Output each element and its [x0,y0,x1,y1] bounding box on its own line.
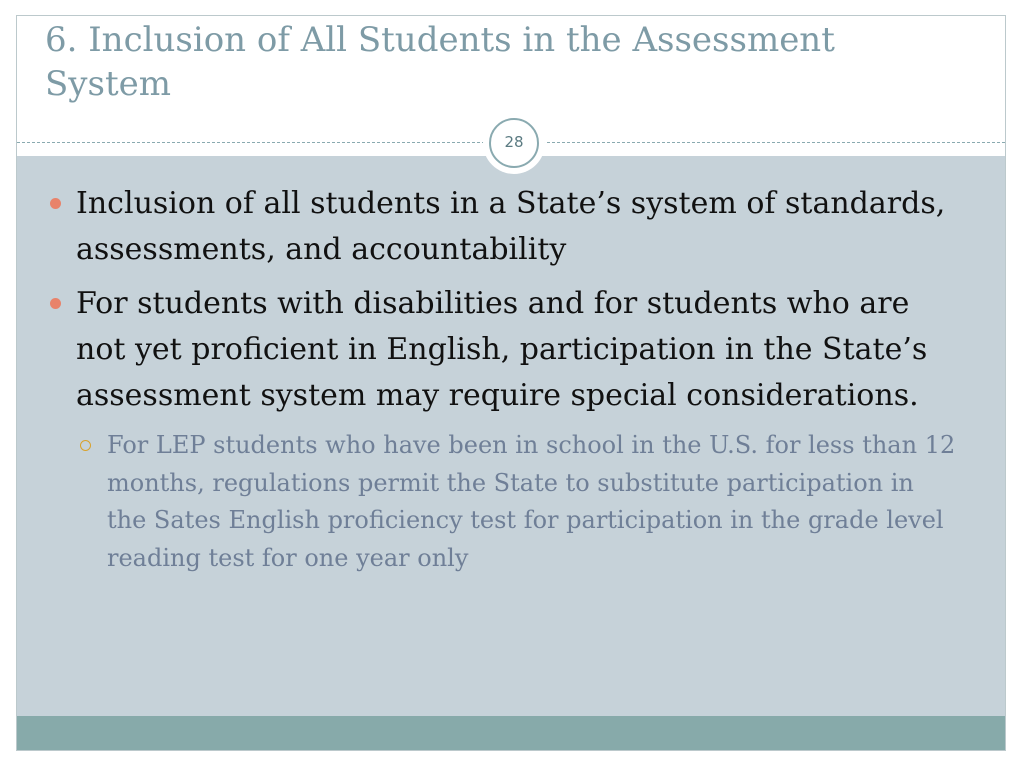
bullet-item-inclusion [17,181,1005,273]
slide-number: 28 [489,118,539,168]
sub-bullet-text: For LEP students who have been in school in the U.S. for less than 12 months, regulations permit the State to substitute participation in the Sates English proficiency test for participation in the grade level reading test for one year only [107,431,956,572]
filled-circle-bullet-icon [50,198,61,209]
bullet-item-special-considerations [17,281,1005,419]
bullet-text: For students with disabilities and for students who are not yet proficient in English, participation in the State’s assessment system may require special considerations. [76,286,928,413]
sub-bullet-item-lep-students [17,427,1005,577]
slide-title: 6. Inclusion of All Students in the Assessment System [45,20,835,104]
bullet-list [17,181,1005,577]
slide [16,15,1006,751]
filled-circle-bullet-icon [50,298,61,309]
footer-bar [17,716,1005,751]
bullet-text: Inclusion of all students in a State’s system of standards, assessments, and accountability [76,186,946,267]
hollow-circle-bullet-icon [80,440,91,451]
